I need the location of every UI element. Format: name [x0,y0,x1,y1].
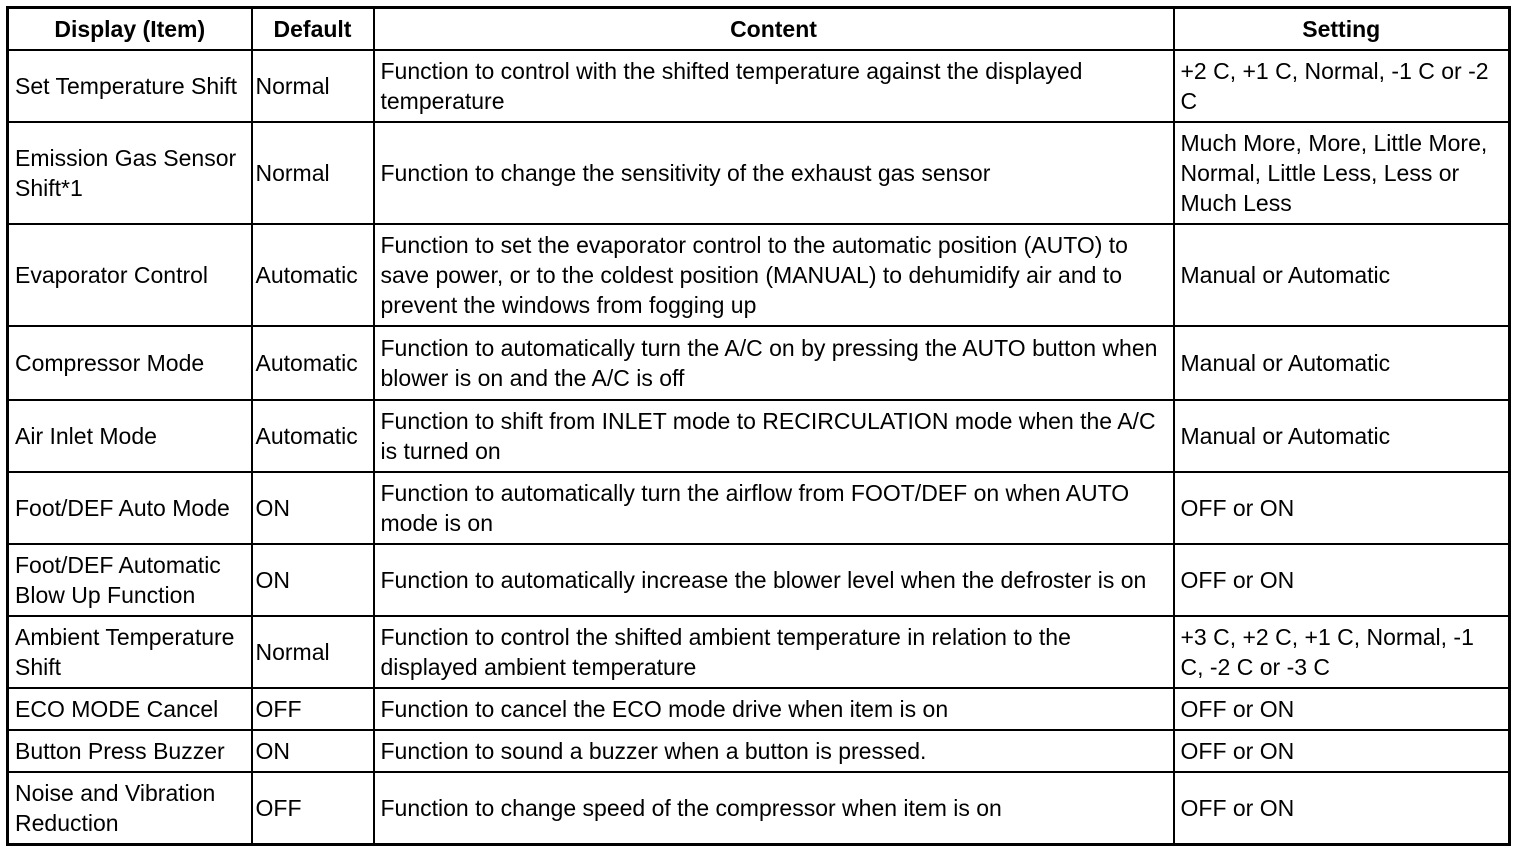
default-cell: Normal [252,122,374,224]
table-row [8,730,1510,772]
item-cell: ECO MODE Cancel [8,688,252,730]
default-cell: Normal [252,616,374,688]
content-cell: Function to sound a buzzer when a button is pressed. [374,730,1174,772]
table-row [8,400,1510,472]
header-row [8,8,1510,50]
item-cell: Ambient Temperature Shift [8,616,252,688]
table-row [8,472,1510,544]
setting-cell: OFF or ON [1174,730,1510,772]
header-setting: Setting [1174,8,1510,50]
setting-cell: OFF or ON [1174,544,1510,616]
default-cell: OFF [252,688,374,730]
content-cell: Function to cancel the ECO mode drive when item is on [374,688,1174,730]
default-cell: Normal [252,50,374,122]
item-cell: Foot/DEF Auto Mode [8,472,252,544]
item-cell: Set Temperature Shift [8,50,252,122]
setting-cell: Much More, More, Little More, Normal, Little Less, Less or Much Less [1174,122,1510,224]
content-cell: Function to control with the shifted temperature against the displayed temperature [374,50,1174,122]
header-content: Content [374,8,1174,50]
item-cell: Compressor Mode [8,326,252,400]
table-row [8,50,1510,122]
content-cell: Function to change the sensitivity of the exhaust gas sensor [374,122,1174,224]
default-cell: ON [252,730,374,772]
setting-cell: Manual or Automatic [1174,224,1510,326]
default-cell: Automatic [252,400,374,472]
default-cell: Automatic [252,326,374,400]
table-row [8,326,1510,400]
content-cell: Function to automatically increase the blower level when the defroster is on [374,544,1174,616]
setting-cell: OFF or ON [1174,772,1510,845]
header-item: Display (Item) [8,8,252,50]
content-cell: Function to change speed of the compressor when item is on [374,772,1174,845]
settings-table [6,6,1511,846]
table-row [8,772,1510,845]
setting-cell: Manual or Automatic [1174,400,1510,472]
table-row [8,688,1510,730]
setting-cell: +2 C, +1 C, Normal, -1 C or -2 C [1174,50,1510,122]
header-default: Default [252,8,374,50]
item-cell: Emission Gas Sensor Shift*1 [8,122,252,224]
item-cell: Foot/DEF Automatic Blow Up Function [8,544,252,616]
item-cell: Evaporator Control [8,224,252,326]
item-cell: Noise and Vibration Reduction [8,772,252,845]
content-cell: Function to shift from INLET mode to RECIRCULATION mode when the A/C is turned on [374,400,1174,472]
default-cell: Automatic [252,224,374,326]
content-cell: Function to set the evaporator control to the automatic position (AUTO) to save power, or to the coldest position (MANUAL) to dehumidify air and to prevent the windows from fogging up [374,224,1174,326]
item-cell: Button Press Buzzer [8,730,252,772]
table-row [8,224,1510,326]
default-cell: ON [252,544,374,616]
table-row [8,122,1510,224]
table-row [8,616,1510,688]
default-cell: ON [252,472,374,544]
table-row [8,544,1510,616]
default-cell: OFF [252,772,374,845]
setting-cell: OFF or ON [1174,688,1510,730]
content-cell: Function to automatically turn the A/C on by pressing the AUTO button when blower is on and the A/C is off [374,326,1174,400]
setting-cell: +3 C, +2 C, +1 C, Normal, -1 C, -2 C or -3 C [1174,616,1510,688]
content-cell: Function to control the shifted ambient temperature in relation to the displayed ambient temperature [374,616,1174,688]
setting-cell: OFF or ON [1174,472,1510,544]
item-cell: Air Inlet Mode [8,400,252,472]
content-cell: Function to automatically turn the airflow from FOOT/DEF on when AUTO mode is on [374,472,1174,544]
setting-cell: Manual or Automatic [1174,326,1510,400]
